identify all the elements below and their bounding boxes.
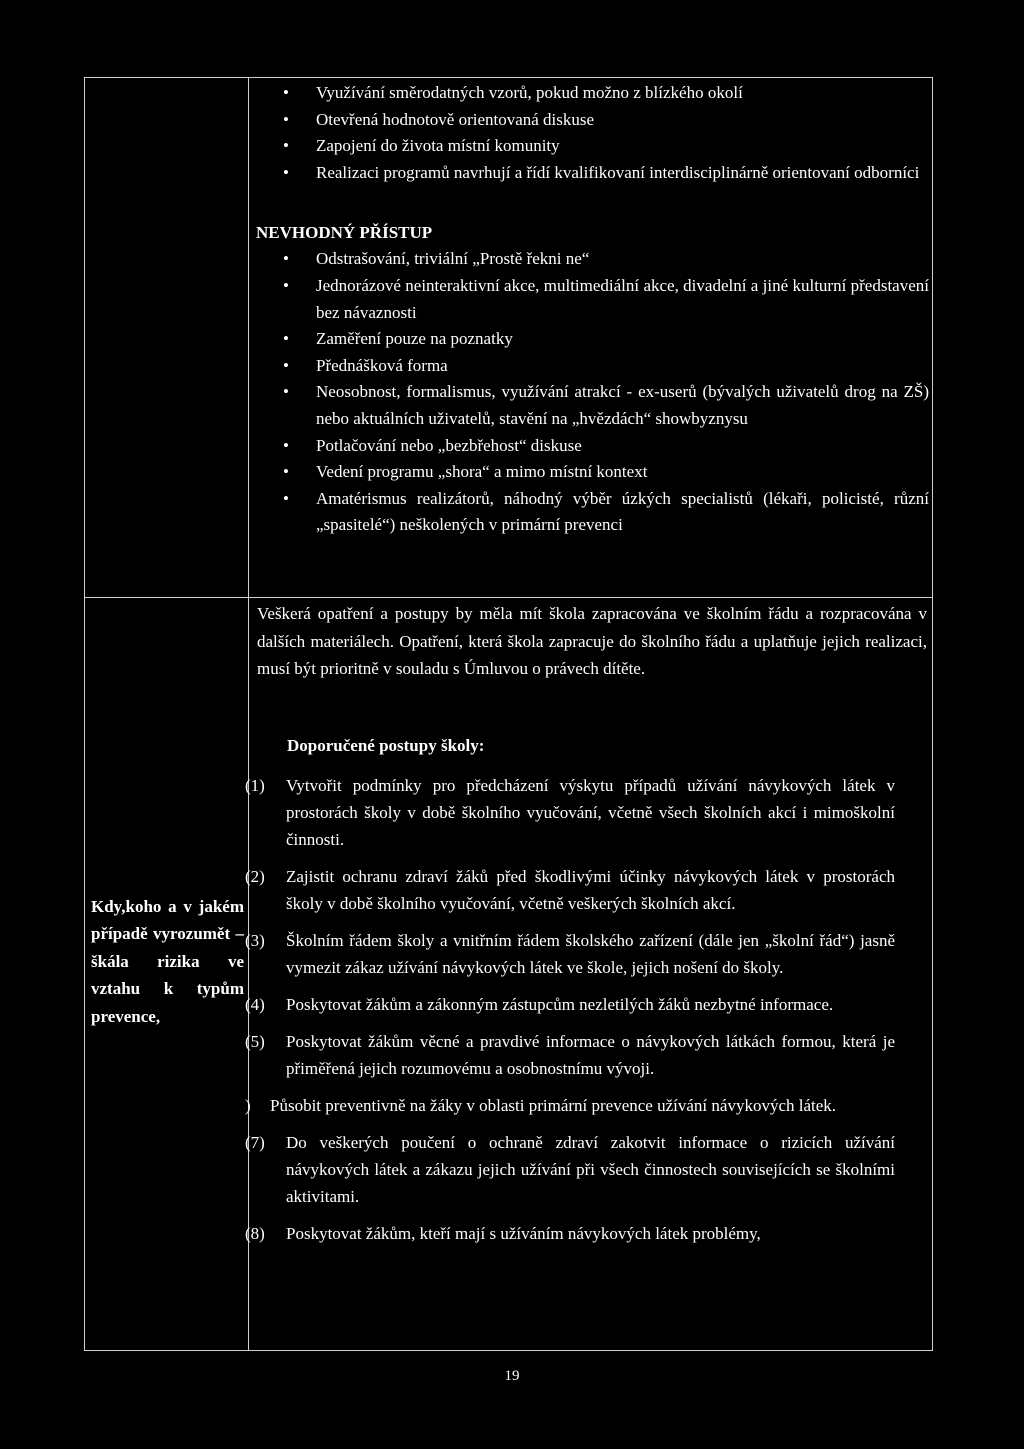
item-number: (1) (245, 776, 265, 795)
row-label: Kdy,koho a v jakém případě vyrozumět – škála rizika ve vztahu k typům prevence, (91, 897, 244, 1026)
list-item (245, 1129, 895, 1210)
list-item (245, 1220, 895, 1247)
list-item: • Zaměření pouze na poznatky (283, 326, 929, 353)
recommended-approach-list (283, 80, 929, 186)
recommendations-list (245, 772, 895, 1257)
page-number: 19 (504, 1368, 520, 1384)
item-number: (8) (245, 1224, 265, 1243)
list-item (245, 991, 895, 1018)
inappropriate-approach-list (283, 246, 929, 539)
list-item: • Přednášková forma (283, 353, 929, 380)
item-number: ) (245, 1096, 251, 1115)
item-text: Do veškerých poučení o ochraně zdraví zakotvit informace o rizicích užívání návykových látek a zákazu jejich užívání při všech činnostech souvisejících se školními aktivitami. (286, 1133, 895, 1206)
list-item (245, 863, 895, 917)
list-item: • Zapojení do života místní komunity (283, 133, 929, 160)
list-item (245, 1028, 895, 1082)
list-item: • Jednorázové neinteraktivní akce, multimediální akce, divadelní a jiné kulturní představení bez návaznosti (283, 273, 929, 326)
item-number: (2) (245, 867, 265, 886)
item-number: (4) (245, 995, 265, 1014)
item-number: (7) (245, 1133, 265, 1152)
item-text: Poskytovat žákům věcné a pravdivé informace o návykových látkách formou, která je přiměřená jejich rozumovému a osobnostnímu vývoji. (286, 1032, 895, 1078)
recommendations-heading: Doporučené postupy školy: (287, 736, 485, 755)
list-item: • Neosobnost, formalismus, využívání atrakcí - ex-userů (bývalých uživatelů drog na ZŠ) nebo aktuálních uživatelů, stavění na „hvězdách“ showbyznysu (283, 379, 929, 432)
policy-paragraph: Veškerá opatření a postupy by měla mít škola zapracována ve školním řádu a rozpracována v dalších materiálech. Opatření, která škola zapracuje do školního řádu a uplatňuje jejich realizaci, musí být prioritně v souladu s Úmluvou o právech dítěte. (257, 604, 927, 678)
item-text: Školním řádem školy a vnitřním řádem školského zařízení (dále jen „školní řád“) jasně vymezit zákaz užívání návykových látek ve škole, jejich nošení do školy. (286, 931, 895, 977)
item-text: Poskytovat žákům, kteří mají s užíváním návykových látek problémy, (286, 1224, 761, 1243)
list-item: • Otevřená hodnotově orientovaná diskuse (283, 107, 929, 134)
list-item: • Vedení programu „shora“ a mimo místní kontext (283, 459, 929, 486)
item-text: Působit preventivně na žáky v oblasti primární prevence užívání návykových látek. (270, 1096, 837, 1115)
list-item: • Odstrašování, triviální „Prostě řekni ne“ (283, 246, 929, 273)
item-text: Zajistit ochranu zdraví žáků před škodlivými účinky návykových látek v prostorách školy v době školního vyučování, včetně veškerých školních akcí. (286, 867, 895, 913)
item-text: Poskytovat žákům a zákonným zástupcům nezletilých žáků nezbytné informace. (286, 995, 834, 1014)
item-text: Vytvořit podmínky pro předcházení výskytu případů užívání návykových látek v prostorách školy v době školního vyučování, včetně všech školních akcí i mimoškolní činnosti. (286, 776, 895, 849)
list-item (245, 1092, 895, 1119)
table-row-divider (84, 597, 933, 598)
list-item: • Amatérismus realizátorů, náhodný výběr úzkých specialistů (lékaři, policisté, různí „spasitelé“) neškolených v primární prevenci (283, 486, 929, 539)
list-item (245, 772, 895, 853)
list-item (245, 927, 895, 981)
item-number: (3) (245, 931, 265, 950)
list-item: • Využívání směrodatných vzorů, pokud možno z blízkého okolí (283, 80, 929, 107)
inappropriate-approach-heading: NEVHODNÝ PŘÍSTUP (256, 223, 433, 243)
item-number: (5) (245, 1032, 265, 1051)
list-item: • Potlačování nebo „bezbřehost“ diskuse (283, 433, 929, 460)
approach-cell (256, 80, 929, 539)
list-item: • Realizaci programů navrhují a řídí kvalifikovaní interdisciplinárně orientovaní odborníci (283, 160, 929, 187)
